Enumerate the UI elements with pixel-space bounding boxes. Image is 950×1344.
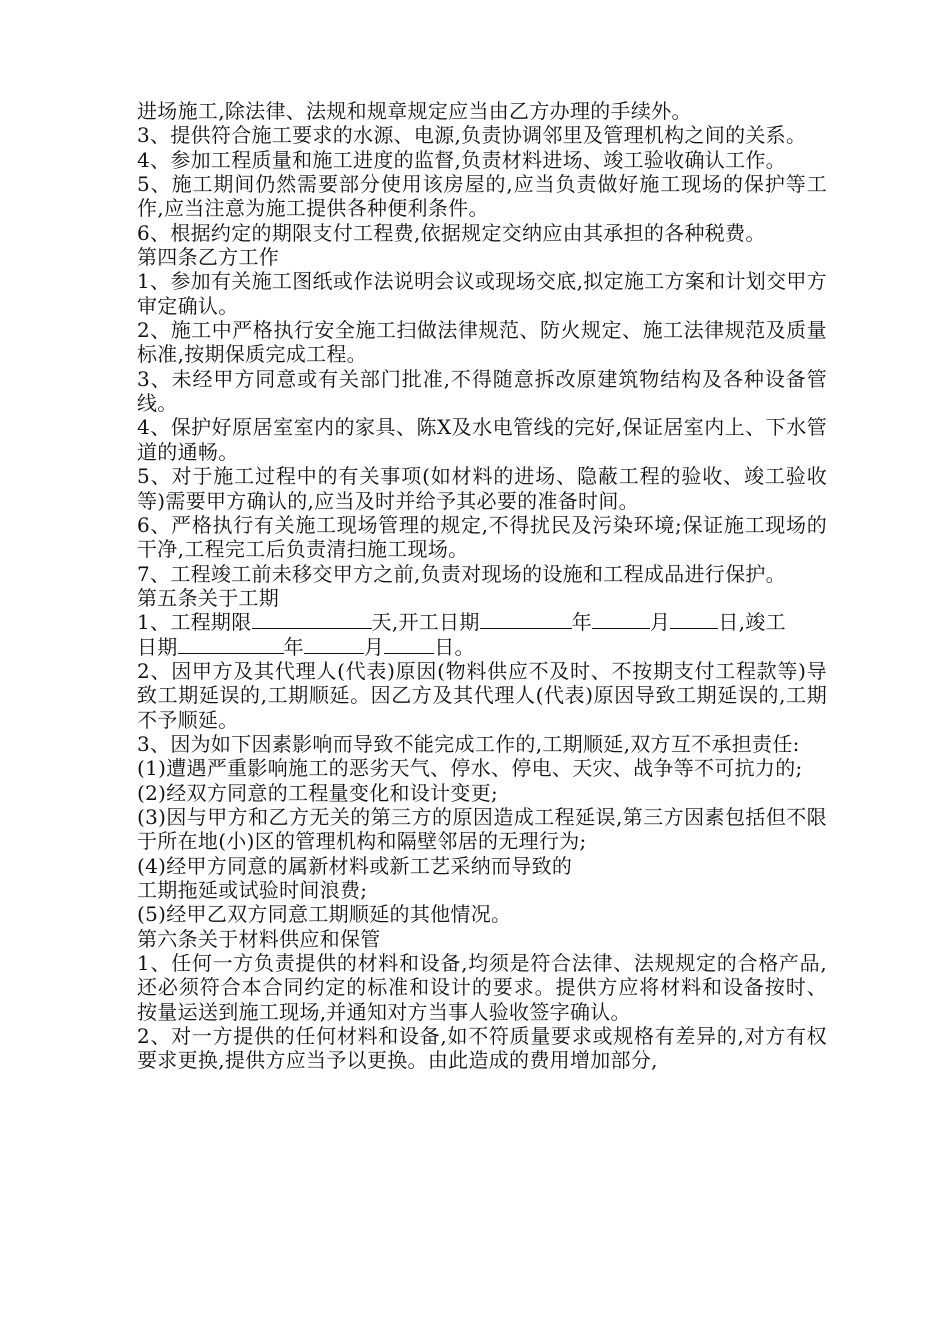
- paragraph: 1、任何一方负责提供的材料和设备,均须是符合法律、法规规定的合格产品,还必须符合本合同约定的标准和设计的要求。提供方应将材料和设备按时、按量运送到施工现场,并通知对方当事人验收签字确认。: [137, 951, 827, 1024]
- start-month-blank: [592, 610, 650, 629]
- list-item: (2)经双方同意的工程量变化和设计变更;: [137, 780, 499, 805]
- list-item-continuation: 工期拖延或试验时间浪费;: [137, 878, 368, 902]
- paragraph: 2、施工中严格执行安全施工扫做法律规范、防火规定、施工法律规范及质量标准,按期保质完成工程。: [137, 318, 827, 367]
- days-unit: 天,开工日期: [371, 610, 480, 635]
- paragraph: 6、严格执行有关施工现场管理的规定,不得扰民及污染环境;保证施工现场的干净,工程完工后负责清扫施工现场。: [137, 512, 827, 562]
- day-unit-2: 日。: [434, 634, 475, 659]
- paragraph: 2、因甲方及其代理人(代表)原因(物料供应不及时、不按期支付工程款等)导致工期延误的,工期顺延。因乙方及其代理人(代表)原因导致工期延误的,工期不予顺延。: [137, 658, 827, 732]
- list-item: (4)经甲方同意的属新材料或新工艺采纳而导致的: [137, 853, 573, 878]
- section-heading: 第四条乙方工作: [137, 245, 280, 270]
- paragraph: 4、保护好原居室室内的家具、陈X及水电管线的完好,保证居室内上、下水管道的通畅。: [137, 415, 827, 464]
- schedule-paragraph: [137, 610, 827, 659]
- list-item: (5)经甲乙双方同意工期顺延的其他情况。: [137, 902, 512, 927]
- end-year-blank: [178, 635, 284, 654]
- paragraph: 5、对于施工过程中的有关事项(如材料的进场、隐蔽工程的验收、竣工验收等)需要甲方确认的,应当及时并给予其必要的准备时间。: [137, 464, 827, 513]
- list-item: (1)遭遇严重影响施工的恶劣天气、停水、停电、天灾、战争等不可抗力的;: [137, 756, 803, 781]
- month-unit-2: 月: [363, 634, 385, 659]
- paragraph: 3、提供符合施工要求的水源、电源,负责协调邻里及管理机构之间的关系。: [137, 123, 807, 148]
- paragraph: 进场施工,除法律、法规和规章规定应当由乙方办理的手续外。: [137, 99, 692, 123]
- section-heading: 第六条关于材料供应和保管: [137, 926, 381, 951]
- day-unit: 日,竣工: [718, 610, 786, 635]
- end-day-blank: [384, 635, 434, 654]
- document-body: [137, 99, 827, 1073]
- paragraph: 7、工程竣工前未移交甲方之前,负责对现场的设施和工程成品进行保护。: [137, 561, 786, 586]
- paragraph: 1、参加有关施工图纸或作法说明会议或现场交底,拟定施工方案和计划交甲方审定确认。: [137, 269, 827, 318]
- paragraph: 6、根据约定的期限支付工程费,依据规定交纳应由其承担的各种税费。: [137, 220, 766, 245]
- end-month-blank: [304, 635, 364, 654]
- paragraph: 3、因为如下因素影响而导致不能完成工作的,工期顺延,双方互不承担责任:: [137, 731, 800, 756]
- paragraph: 5、施工期间仍然需要部分使用该房屋的,应当负责做好施工现场的保护等工作,应当注意为施工提供各种便利条件。: [137, 172, 827, 221]
- section-heading: 第五条关于工期: [137, 585, 280, 610]
- schedule-prefix: 1、工程期限: [137, 610, 252, 635]
- start-day-blank: [670, 610, 718, 629]
- paragraph: 2、对一方提供的任何材料和设备,如不符质量要求或规格有差异的,对方有权要求更换,提供方应当予以更换。由此造成的费用增加部分,: [137, 1024, 827, 1073]
- month-unit: 月: [650, 610, 671, 635]
- paragraph: 3、未经甲方同意或有关部门批准,不得随意拆改原建筑物结构及各种设备管线。: [137, 366, 827, 416]
- schedule-line2-prefix: 日期: [137, 634, 178, 659]
- start-year-blank: [480, 610, 572, 629]
- list-item: (3)因与甲方和乙方无关的第三方的原因造成工程延误,第三方因素包括但不限于所在地(小)区的管理机构和隔壁邻居的无理行为;: [137, 804, 827, 854]
- year-unit-2: 年: [283, 634, 304, 659]
- days-blank: [252, 610, 372, 629]
- paragraph: 4、参加工程质量和施工进度的监督,负责材料进场、竣工验收确认工作。: [137, 147, 786, 172]
- year-unit: 年: [571, 610, 593, 635]
